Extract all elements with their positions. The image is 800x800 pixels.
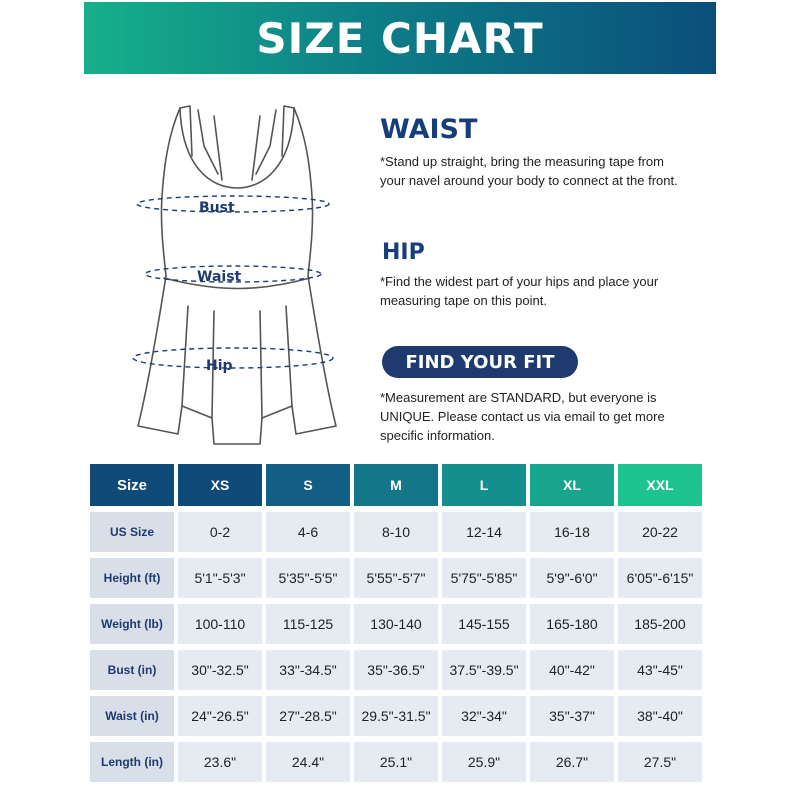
- table-cell: 30"-32.5": [178, 650, 262, 690]
- row-label: Bust (in): [90, 650, 174, 690]
- find-your-fit-badge: FIND YOUR FIT: [382, 346, 578, 378]
- table-cell: 24"-26.5": [178, 696, 262, 736]
- table-cell: 23.6": [178, 742, 262, 782]
- size-header-xl: XL: [530, 464, 614, 506]
- table-cell: 5'75"-5'85": [442, 558, 526, 598]
- title-banner: [84, 2, 716, 74]
- hip-instructions: *Find the widest part of your hips and place your measuring tape on this point.: [380, 274, 659, 308]
- table-row: [90, 558, 702, 598]
- table-cell: 145-155: [442, 604, 526, 644]
- table-cell: 38"-40": [618, 696, 702, 736]
- table-cell: 115-125: [266, 604, 350, 644]
- table-cell: 26.7": [530, 742, 614, 782]
- table-cell: 165-180: [530, 604, 614, 644]
- size-header-l: L: [442, 464, 526, 506]
- table-cell: 4-6: [266, 512, 350, 552]
- table-cell: 40"-42": [530, 650, 614, 690]
- table-cell: 5'1"-5'3": [178, 558, 262, 598]
- page-title: SIZE CHART: [256, 13, 544, 63]
- table-cell: 27.5": [618, 742, 702, 782]
- table-cell: 33"-34.5": [266, 650, 350, 690]
- row-label: US Size: [90, 512, 174, 552]
- size-header-xxl: XXL: [618, 464, 702, 506]
- waist-heading: WAIST: [380, 114, 478, 145]
- table-cell: 5'35"-5'5": [266, 558, 350, 598]
- table-cell: 8-10: [354, 512, 438, 552]
- table-cell: 5'55"-5'7": [354, 558, 438, 598]
- table-cell: 25.9": [442, 742, 526, 782]
- size-header-xs: XS: [178, 464, 262, 506]
- table-cell: 12-14: [442, 512, 526, 552]
- table-cell: 25.1": [354, 742, 438, 782]
- table-row: [90, 696, 702, 736]
- row-label: Height (ft): [90, 558, 174, 598]
- size-table: [90, 464, 702, 788]
- bust-label: Bust: [199, 200, 235, 216]
- table-header-row: [90, 464, 702, 506]
- table-cell: 29.5"-31.5": [354, 696, 438, 736]
- table-cell: 16-18: [530, 512, 614, 552]
- table-cell: 185-200: [618, 604, 702, 644]
- table-cell: 27"-28.5": [266, 696, 350, 736]
- row-label: Waist (in): [90, 696, 174, 736]
- row-label: Length (in): [90, 742, 174, 782]
- table-cell: 35"-36.5": [354, 650, 438, 690]
- hip-label: Hip: [206, 358, 233, 374]
- row-label: Weight (lb): [90, 604, 174, 644]
- table-cell: 100-110: [178, 604, 262, 644]
- waist-instructions: *Stand up straight, bring the measuring tape from your navel around your body to connect at the front.: [380, 154, 678, 188]
- table-row: [90, 650, 702, 690]
- table-row: [90, 512, 702, 552]
- header-size-label: Size: [90, 464, 174, 506]
- table-cell: 20-22: [618, 512, 702, 552]
- table-cell: 130-140: [354, 604, 438, 644]
- table-cell: 6'05"-6'15": [618, 558, 702, 598]
- size-header-m: M: [354, 464, 438, 506]
- fit-note: *Measurement are STANDARD, but everyone is UNIQUE. Please contact us via email to get more specific information.: [380, 390, 665, 443]
- size-header-s: S: [266, 464, 350, 506]
- table-row: [90, 742, 702, 782]
- table-cell: 37.5"-39.5": [442, 650, 526, 690]
- table-cell: 24.4": [266, 742, 350, 782]
- table-cell: 35"-37": [530, 696, 614, 736]
- table-cell: 43"-45": [618, 650, 702, 690]
- hip-heading: HIP: [382, 240, 425, 265]
- table-cell: 0-2: [178, 512, 262, 552]
- table-cell: 5'9"-6'0": [530, 558, 614, 598]
- waist-label: Waist: [197, 269, 242, 285]
- table-cell: 32"-34": [442, 696, 526, 736]
- table-row: [90, 604, 702, 644]
